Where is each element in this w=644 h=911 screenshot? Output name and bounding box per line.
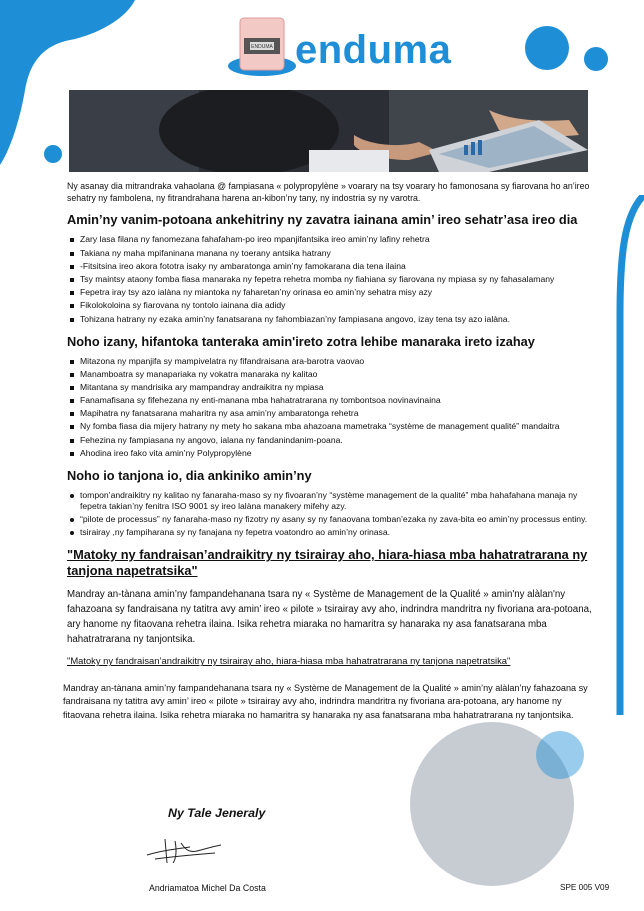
right-edge-arc-decoration [614, 195, 644, 715]
list-item: -Fitsitsina ireo akora fototra isaky ny ambaratonga amin’ny famokarana dia tena ilaina [67, 261, 597, 272]
policy-body [63, 180, 597, 722]
top-right-circles-decoration [510, 15, 644, 95]
small-blue-circle-decoration [535, 730, 585, 780]
list-item: Mapihatra ny fanatsarana maharitra ny asa amin’ny ambaratonga rehetra [67, 408, 597, 419]
list-item: tompon’andraikitry ny kalitao ny fanaraha-maso sy ny fivoaran’ny “système management de la qualité” mba hahafahana manaja ny fepetra takian’ny fenitra ISO 9001 sy ireo lalàna manakery mifehy azy. [67, 490, 597, 512]
handwritten-signature [145, 829, 225, 869]
list-item: Tsy maintsy ataony fomba fiasa manaraka ny fepetra rehetra momba ny fiahiana sy fiarovana ny mpiasa sy ny fahasalamany [67, 274, 597, 285]
section-title-3: Noho io tanjona io, dia ankiniko amin’ny [67, 467, 312, 483]
brand-name: enduma [295, 28, 452, 72]
motto-repeat: "Matoky ny fandraisan’andraikitry ny tsirairay aho, hiara-hiasa mba hahatratrarana ny tanjona napetratsika" [67, 655, 511, 667]
list-item: Tohizana hatrany ny ezaka amin’ny fanatsarana ny fahombiazan’ny fampiasana angovo, izay tena tsy azo ialàna. [67, 314, 597, 325]
list-item: “pilote de processus” ny fanaraha-maso ny fizotry ny asany sy ny fanaovana tomban’ezaka ny zava-bita eo amin’ny processus entiny. [67, 514, 597, 525]
section-list-1 [67, 234, 597, 324]
list-item: Takiana ny maha mpifaninana manana ny toerany antsika hatrany [67, 248, 597, 259]
section-title-1: Amin’ny vanim-potoana ankehitriny ny zavatra iainana amin’ ireo sehatr’asa ireo dia [67, 212, 578, 228]
section-list-2 [67, 356, 597, 459]
signatory-name: Andriamatoa Michel Da Costa [149, 883, 266, 893]
section-list-3 [67, 490, 597, 538]
list-item: Mitazona ny mpanjifa sy mampivelatra ny fifandraisana ara-barotra vaovao [67, 356, 597, 367]
list-item: Ny fomba fiasa dia mijery hatrany ny mety ho sakana mba ahazoana mametraka “système de management qualité” mandaitra [67, 421, 597, 432]
business-meeting-illustration [69, 90, 588, 172]
list-item: Fehezina ny fampiasana ny angovo, ialana ny fandanindanim-poana. [67, 435, 597, 446]
list-item: Fanamafisana sy fifehezana ny enti-manana mba hahatratrarana ny tombontsoa novinavinaina [67, 395, 597, 406]
list-item: Mitantana sy mandrisika ary mampandray andraikitra ny mpiasa [67, 382, 597, 393]
list-item: Fepetra iray tsy azo ialàna ny miantoka ny faharetan’ny orinasa eo amin’ny sehatra misy azy [67, 287, 597, 298]
sack-logo-icon [226, 14, 298, 80]
list-item: tsirairay ,ny fampiharana sy ny fanajana ny fepetra voatondro ao amin’ny orinasa. [67, 527, 597, 538]
commitment-paragraph-repeat: Mandray an-tànana amin’ny fampandehanana tsara ny « Système de Management de la Qualité » amin’ny alàlan’ny fahazoana sy fandraisana ny tatitra avy amin’ ireo « pilote » tsirairay avy aho, indrindra mandritra ny fivoriana ara-potoana, ary hanome ny fitaovana rehetra ilaina. Isika rehetra miaraka no hamaritra sy hanaraka ny asa fanatsarana mba hahatratrarana ny tanjontsika. [63, 683, 588, 720]
list-item: Zary lasa filana ny fanomezana fahafaham-po ireo mpanjifantsika ireo amin’ny lafiny rehetra [67, 234, 597, 245]
list-item: Ahodina ireo fako vita amin’ny Polypropylène [67, 448, 597, 459]
document-reference: SPE 005 V09 [560, 883, 610, 892]
motto-heading: "Matoky ny fandraisan’andraikitry ny tsirairay aho, hiara-hiasa mba hahatratrarana ny tanjona napetratsika" [67, 547, 588, 579]
list-item: Fikolokoloina sy fiarovana ny tontolo iainana dia adidy [67, 300, 597, 311]
signatory-title: Ny Tale Jeneraly [168, 806, 266, 820]
intro-paragraph: Ny asanay dia mitrandraka vahaolana @ fampiasana « polypropylène » voarary na tsy voarary ho famonosana sy fiarovana ho an’ireo sehatry ny fambolena, ny fitrandrahana harena an-kibon’ny tany, ny indostria sy ny varotra. [67, 181, 590, 204]
logo-sack-label: ENDUMA [251, 44, 273, 50]
list-item: Manamboatra sy manapariaka ny vokatra manaraka ny kalitao [67, 369, 597, 380]
hero-business-photo [69, 90, 588, 172]
section-title-2: Noho izany, hifantoka tanteraka amin'ireto zotra lehibe manaraka ireto izahay [67, 333, 535, 349]
commitment-paragraph: Mandray an-tànana amin’ny fampandehanana tsara ny « Système de Management de la Qualité » amin'ny alàlan'ny fahazoana sy fandraisana ny tatitra avy amin’ ireo « pilote » tsirairay avy aho, indrindra mandritra ny fivoriana ara-potoana, ary hanome ny fitaovana rehetra ilaina. Isika rehetra miaraka no hamaritra sy hanaraka ny asa fanatsarana mba hahatratrarana ny tanjontsika. [67, 589, 592, 646]
